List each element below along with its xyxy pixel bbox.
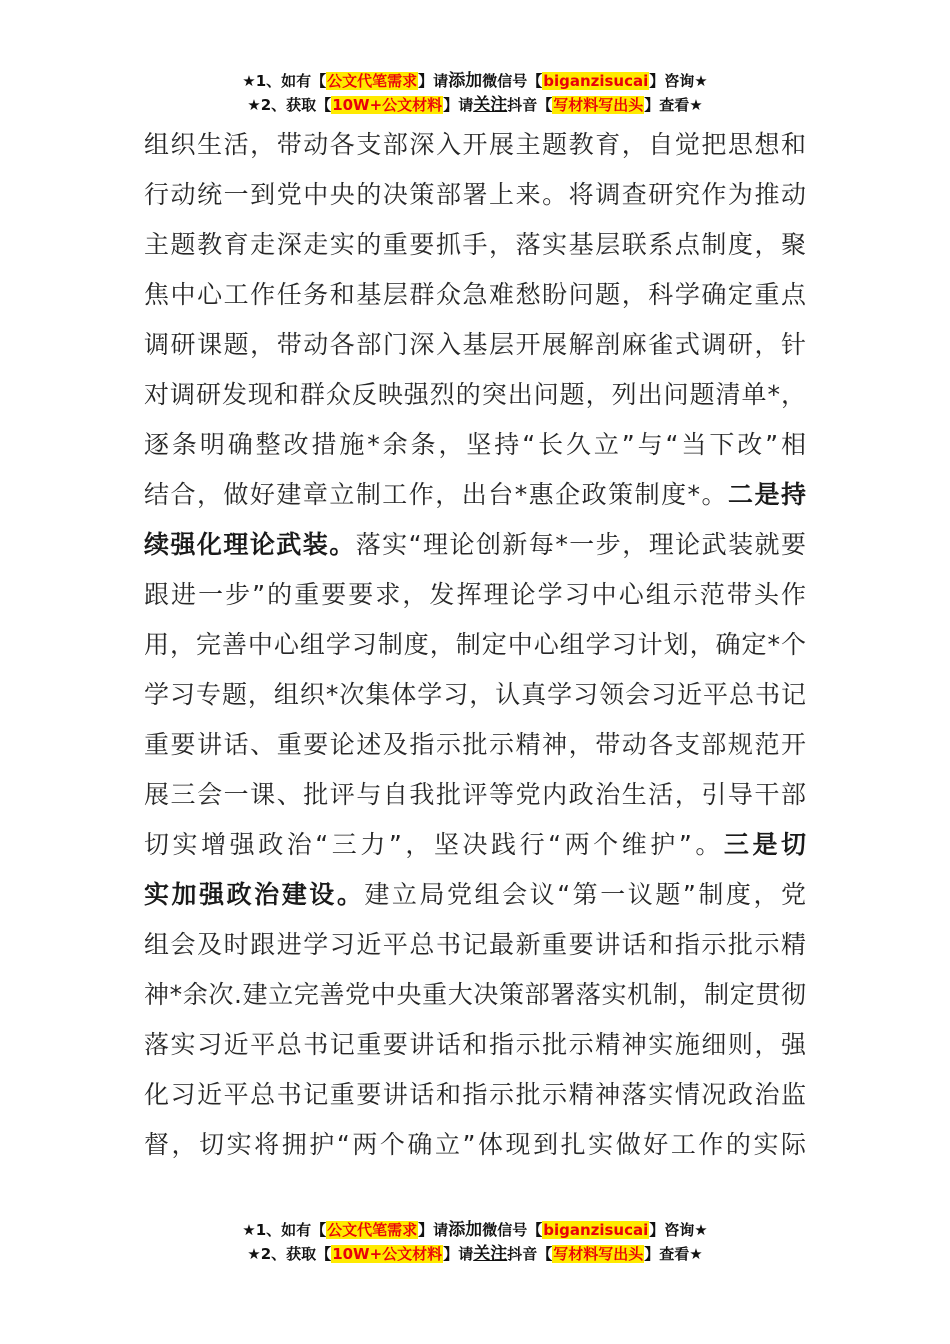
body-line: 续强化理论武装。落实“理论创新每*一步，理论武装就要 [144,530,806,559]
footer-highlight-materials: 10W+公文材料 [332,1245,443,1263]
footer-line-1-mid2: 微信号【 [482,1221,543,1239]
document-body [144,120,806,1170]
header-highlight-service: 公文代笔需求 [327,72,418,90]
body-line: 调研课题，带动各部门深入基层开展解剖麻雀式调研，针 [144,330,806,359]
body-line: 神*余次.建立完善党中央重大决策部署落实机制，制定贯彻 [144,980,806,1009]
body-line: 行动统一到党中央的决策部署上来。将调查研究作为推动 [144,180,806,209]
footer-highlight-douyin: 写材料写出头 [553,1245,644,1263]
header-emphasis-follow: 关注 [473,95,508,115]
star-icon: ★ [242,72,256,90]
header-line-1 [0,69,950,93]
section-heading-two-cont: 续强化理论武装。 [144,530,356,559]
footer-highlight-wechat-id: biganzisucai [543,1221,649,1239]
body-line: 督，切实将拥护“两个确立”体现到扎实做好工作的实际 [144,1130,806,1159]
footer-line-2-suffix: 】查看★ [644,1245,703,1263]
body-line: 展三会一课、批评与自我批评等党内政治生活，引导干部 [144,780,806,809]
footer-emphasis-add: 添加 [448,1220,483,1240]
footer-line-1 [0,1218,950,1242]
header-line-1-prefix: 1、如有【 [255,72,327,90]
body-line: 逐条明确整改措施*余条，坚持“长久立”与“当下改”相 [144,430,806,459]
body-line: 组会及时跟进学习近平总书记最新重要讲话和指示批示精 [144,930,806,959]
body-line: 组织生活，带动各支部深入开展主题教育，自觉把思想和 [144,130,806,159]
body-line: 对调研发现和群众反映强烈的突出问题，列出问题清单*， [144,380,806,409]
header-line-2-mid: 】请 [443,96,474,114]
body-line: 跟进一步”的重要要求，发挥理论学习中心组示范带头作 [144,580,806,609]
body-line: 用，完善中心组学习制度，制定中心组学习计划，确定*个 [144,630,806,659]
section-heading-three: 三是切 [723,830,806,859]
footer-banner [0,1218,950,1266]
footer-line-2-prefix: 2、获取【 [260,1245,332,1263]
header-banner [0,69,950,117]
body-line: 切实增强政治“三力”，坚决践行“两个维护”。三是切 [144,830,806,859]
body-line: 实加强政治建设。建立局党组会议“第一议题”制度，党 [144,880,806,909]
star-icon: ★ [247,1245,261,1263]
footer-line-2-mid2: 抖音【 [507,1245,553,1263]
section-heading-three-cont: 实加强政治建设。 [144,880,365,909]
header-emphasis-add: 添加 [448,71,483,91]
footer-line-1-prefix: 1、如有【 [255,1221,327,1239]
footer-emphasis-follow: 关注 [473,1244,508,1264]
body-line: 化习近平总书记重要讲话和指示批示精神落实情况政治监 [144,1080,806,1109]
footer-line-2 [0,1242,950,1266]
body-line: 重要讲话、重要论述及指示批示精神，带动各支部规范开 [144,730,806,759]
section-heading-two: 二是持 [728,480,806,509]
star-icon: ★ [247,96,261,114]
body-line: 结合，做好建章立制工作，出台*惠企政策制度*。二是持 [144,480,806,509]
star-icon: ★ [242,1221,256,1239]
header-highlight-douyin: 写材料写出头 [553,96,644,114]
header-line-1-mid: 】请 [418,72,449,90]
header-line-2-prefix: 2、获取【 [260,96,332,114]
header-highlight-wechat-id: biganzisucai [543,72,649,90]
footer-line-1-mid: 】请 [418,1221,449,1239]
body-line: 落实习近平总书记重要讲话和指示批示精神实施细则，强 [144,1030,806,1059]
header-line-2-mid2: 抖音【 [507,96,553,114]
header-line-2 [0,93,950,117]
header-line-1-mid2: 微信号【 [482,72,543,90]
body-line: 焦中心工作任务和基层群众急难愁盼问题，科学确定重点 [144,280,806,309]
body-line: 主题教育走深走实的重要抓手，落实基层联系点制度，聚 [144,230,806,259]
footer-line-1-suffix: 】咨询★ [649,1221,708,1239]
body-line: 学习专题，组织*次集体学习，认真学习领会习近平总书记 [144,680,806,709]
footer-highlight-service: 公文代笔需求 [327,1221,418,1239]
header-line-1-suffix: 】咨询★ [649,72,708,90]
header-line-2-suffix: 】查看★ [644,96,703,114]
footer-line-2-mid: 】请 [443,1245,474,1263]
header-highlight-materials: 10W+公文材料 [332,96,443,114]
